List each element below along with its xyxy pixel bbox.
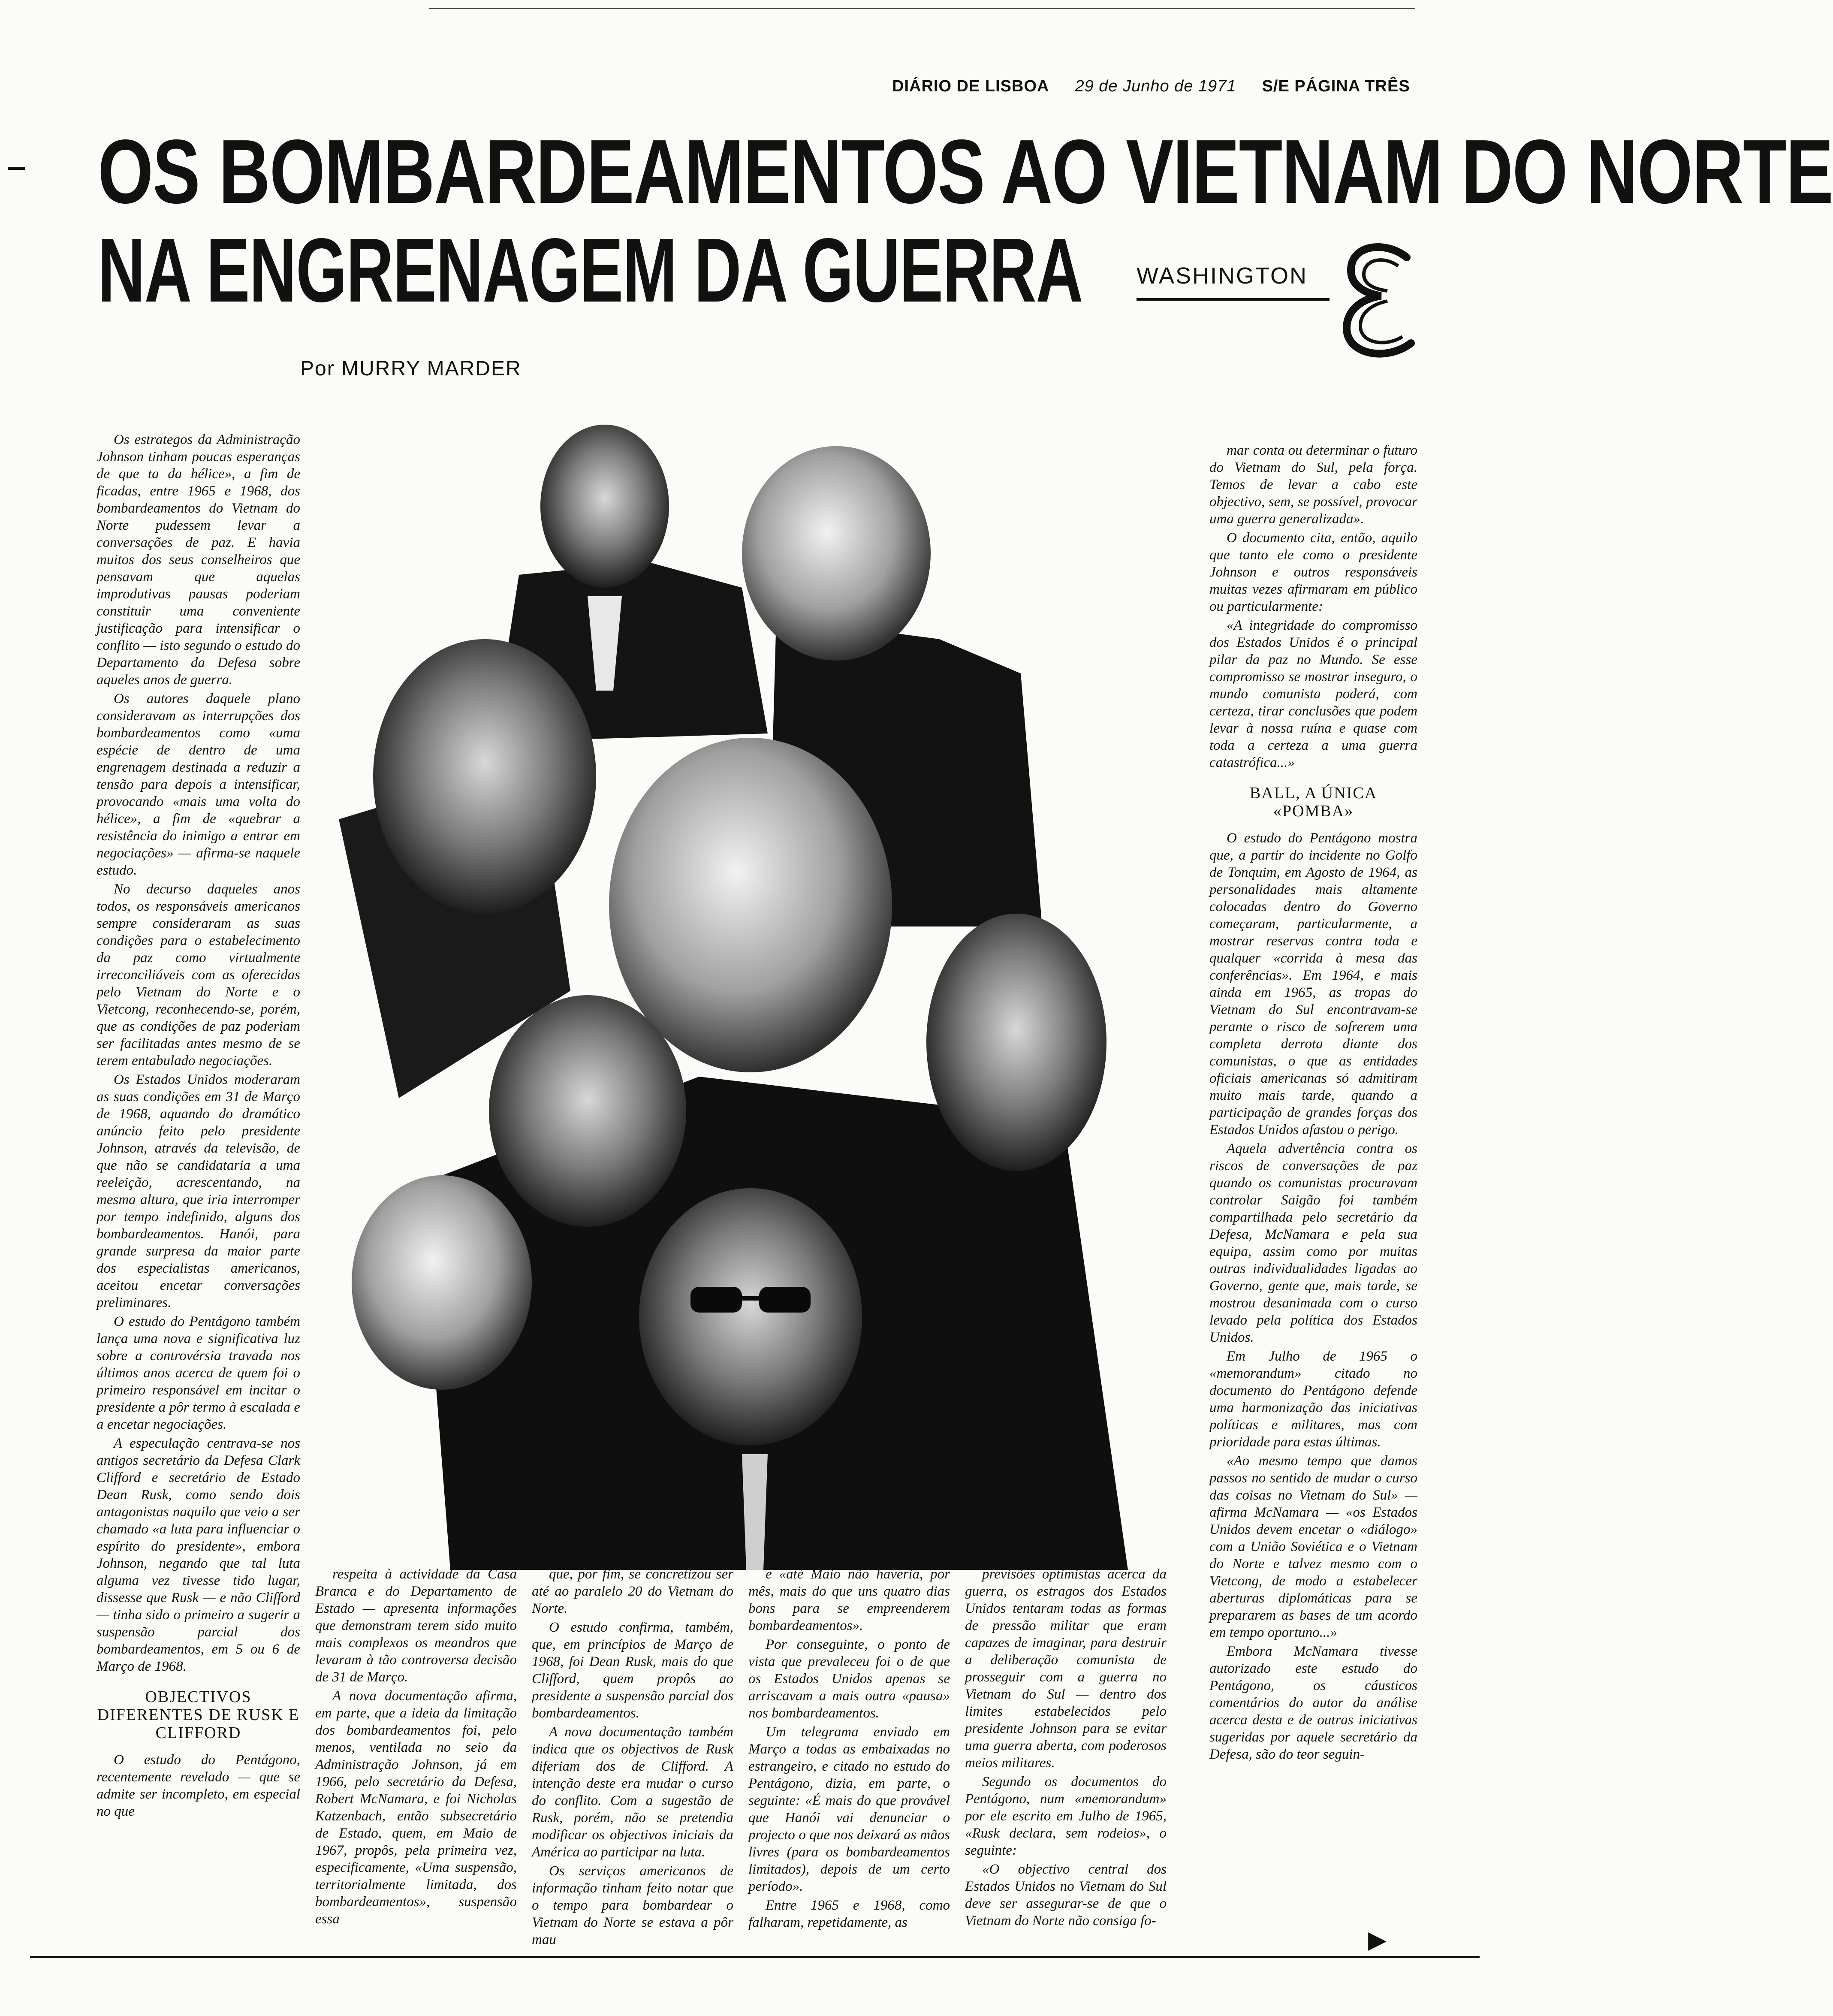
article-column-1	[96, 431, 300, 1820]
paragraph: Os estrategos da Administração Johnson tinham poucas esperanças de que ta da hélice», a fim de ficadas, entre 1965 e 1968, dos bombardeamentos do Vietnam do Norte pudessem levar a conversações de paz. E havia muitos dos seus conselheiros que pensavam que aquelas improdutivas pausas poderiam constituir uma conveniente justificação para intensificar o conflito — isto segundo o estudo do Departamento da Defesa sobre aqueles anos de guerra.	[96, 432, 300, 688]
paragraph: que, por fim, se concretizou ser até ao paralelo 20 do Vietnam do Norte.	[532, 1566, 733, 1616]
paragraph: Embora McNamara tivesse autorizado este estudo do Pentágono, os cáusticos comentários do autor da análise acerca desta e de outras iniciativas sugeridas por aquele secretário da Defesa, são do teor seguin-	[1209, 1644, 1417, 1762]
dateline-rule	[1137, 298, 1330, 301]
headline-line-1: OS BOMBARDEAMENTOS AO VIETNAM DO NORTE	[98, 121, 1833, 222]
paragraph: «A integridade do compromisso dos Estados Unidos é o principal pilar da paz no Mundo. Se esse compromisso se mostrar inseguro, o mundo comunista poderá, com certeza, tirar conclusões que podem levar à nossa ruína e quase com toda a certeza a uma guerra catastrófica...»	[1209, 618, 1417, 770]
paragraph: O estudo do Pentágono mostra que, a partir do incidente no Golfo de Tonquim, em Agosto de 1964, as personalidades mais altamente colocadas dentro do Governo começaram, particularmente, a mostrar reservas contra toda e qualquer «corrida à mesa das conferências». Em 1964, e mais ainda em 1965, as tropas do Vietnam do Sul encontravam-se perante o risco de sofrerem uma completa derrota diante dos comunistas, o que as entidades oficiais americanas só admitiram muito mais tarde, quando a participação de grandes forças dos Estados Unidos afastou o perigo.	[1209, 830, 1417, 1138]
article-column-3	[532, 1566, 733, 1948]
paragraph: «Ao mesmo tempo que damos passos no sentido de mudar o curso das coisas no Vietnam do Sul» — afirma McNamara — «os Estados Unidos devem encetar o «diálogo» com a União Soviética e o Vietnam do Norte e talvez mesmo com o Vietcong, de modo a estabelecer aberturas diplomáticas para se prepararem as bases de um acordo em tempo oportuno...»	[1209, 1453, 1417, 1640]
paragraph: Os Estados Unidos moderaram as suas condições em 31 de Março de 1968, aquando do dramático anúncio feito pelo presidente Johnson, através da televisão, de que não se candidataria a uma reeleição, acrescentando, na mesma altura, que iria interromper por tempo indefinido, alguns dos bombardeamentos. Hanói, para grande surpresa da maior parte dos especialistas americanos, aceitou encetar conversações preliminares.	[96, 1072, 300, 1310]
paragraph: Em Julho de 1965 o «memorandum» citado no documento do Pentágono defende uma harmonização das iniciativas políticas e militares, mas com prioridade para estas últimas.	[1209, 1349, 1417, 1450]
publication-e-logo-icon	[1334, 240, 1428, 360]
paragraph: A nova documentação também indica que os objectivos de Rusk diferiam dos de Clifford. A intenção deste era mudar o curso do conflito. Com a sugestão de Rusk, porém, não se pretendia modificar os objectivos iniciais da América ao participar na luta.	[532, 1724, 733, 1860]
paragraph: respeita à actividade da Casa Branca e do Departamento de Estado — apresenta informações que demonstram terem sido muito mais complexos os meandros que levaram à tão controversa decisão de 31 de Março.	[315, 1566, 517, 1685]
arrow-right-icon: ▶	[1368, 1927, 1387, 1953]
masthead	[892, 77, 1415, 107]
paragraph: previsões optimistas acerca da guerra, os estragos dos Estados Unidos tentaram todas as formas de pressão militar que eram capazes de imaginar, para destruir a deliberação comunista de prosseguir com a guerra no Vietnam do Sul — dentro dos limites estabelecidos pelo presidente Johnson para se evitar uma guerra aberta, com poderosos meios militares.	[965, 1566, 1167, 1771]
paragraph: e «até Maio não haveria, por mês, mais do que uns quatro dias bons para se empreenderem bombardeamentos».	[748, 1566, 950, 1633]
top-rule	[429, 8, 1415, 9]
paragraph: O estudo do Pentágono também lança uma nova e significativa luz sobre a controvérsia travada nos últimos anos acerca de quem foi o primeiro responsável em incitar o presidente a pôr termo à escalada e a encetar negociações.	[96, 1314, 300, 1432]
article-column-4	[748, 1566, 950, 1931]
paragraph: Os serviços americanos de informação tinham feito notar que o tempo para bombardear o Vietnam do Norte se estava a pôr mau	[532, 1863, 733, 1947]
dateline: WASHINGTON	[1137, 263, 1308, 289]
masthead-page: S/E PÁGINA TRÊS	[1262, 77, 1410, 95]
paragraph: O estudo confirma, também, que, em princípios de Março de 1968, foi Dean Rusk, mais do que Clifford, quem propôs ao presidente a suspensão parcial dos bombardeamentos.	[532, 1620, 733, 1721]
masthead-date: 29 de Junho de 1971	[1075, 77, 1236, 95]
paragraph: «O objectivo central dos Estados Unidos no Vietnam do Sul deve ser assegurar-se de que o Vietnam do Norte não consiga fo-	[965, 1862, 1167, 1928]
paragraph: Entre 1965 e 1968, como falharam, repetidamente, as	[748, 1898, 950, 1930]
paragraph: No decurso daqueles anos todos, os responsáveis americanos sempre consideraram as suas condições para o estabelecimento da paz como virtualmente irreconciliáveis com as oferecidas pelo Vietnam do Norte e o Vietcong, reconhecendo-se, porém, que as condições de paz poderiam ser facilitadas antes mesmo de se terem entabulado negociações.	[96, 881, 300, 1068]
article-column-6	[1209, 442, 1417, 1763]
paragraph: Segundo os documentos do Pentágono, num «memorandum» por ele escrito em Julho de 1965, «Rusk declara, sem rodeios», o seguinte:	[965, 1774, 1167, 1858]
article-column-5	[965, 1566, 1167, 1929]
paragraph: O documento cita, então, aquilo que tanto ele como o presidente Johnson e outros responsáveis muitas vezes afirmaram em público ou particularmente:	[1209, 530, 1417, 614]
paragraph: mar conta ou determinar o futuro do Vietnam do Sul, pela força. Temos de levar a cabo este objectivo, sem, se possível, provocar uma guerra generalizada».	[1209, 443, 1417, 527]
paragraph: O estudo do Pentágono, recentemente revelado — que se admite ser incompleto, em especial no que	[96, 1752, 300, 1819]
paragraph: A especulação centrava-se nos antigos secretário da Defesa Clark Clifford e secretário de Estado Dean Rusk, como sendo dois antagonistas naquilo que veio a ser chamado «a luta para influenciar o espírito do presidente», embora Johnson, negando que tal luta alguma vez tivesse tido lugar, dissesse que Rusk — e não Clifford — tinha sido o primeiro a sugerir a suspensão parcial dos bombardeamentos, em 5 ou 6 de Março de 1968.	[96, 1436, 300, 1674]
paragraph: Por conseguinte, o ponto de vista que prevaleceu foi o de que os Estados Unidos apenas se arriscavam a mais outra «pausa» nos bombardeamentos.	[748, 1637, 950, 1721]
masthead-paper: DIÁRIO DE LISBOA	[892, 77, 1049, 95]
paragraph: Aquela advertência contra os riscos de conversações de paz quando os comunistas procuravam controlar Saigão foi também compartilhada pelo secretário da Defesa, McNamara e pela sua equipa, assim como por muitas outras individualidades ligadas ao Governo, gente que, mais tarde, se mostrou desanimada com o curso levado pela política dos Estados Unidos.	[1209, 1141, 1417, 1345]
byline: Por MURRY MARDER	[300, 357, 522, 380]
paragraph: A nova documentação afirma, em parte, que a ideia da limitação dos bombardeamentos foi, pelo menos, ventilada no seio da Administração Johnson, já em 1966, pelo secretário da Defesa, Robert McNamara, e foi Nicholas Katzenbach, então subsecretário de Estado, quem, em Maio de 1967, propôs, pela primeira vez, especificamente, «Uma suspensão, territorialmente limitada, dos bombardeamentos», suspensão essa	[315, 1688, 517, 1927]
headline-line-2: NA ENGRENAGEM DA GUERRA	[98, 219, 1083, 321]
paragraph: Um telegrama enviado em Março a todas as embaixadas no estrangeiro, e citado no estudo do Pentágono, dizia, em parte, o seguinte: «É mais do que provável que Hanói vai denunciar o projecto o que nos deixará as mãos livres (para os bombardeamentos limitados), depois de um certo período».	[748, 1724, 950, 1894]
subheading: OBJECTIVOS DIFERENTES DE RUSK E CLIFFORD	[97, 1688, 300, 1742]
bottom-rule	[30, 1956, 1480, 1958]
paragraph: Os autores daquele plano consideravam as interrupções dos bombardeamentos como «uma espécie de dentro de uma engrenagem destinada a reduzir a tensão para depois a intensificar, provocando «mais uma volta do hélice», a fim de «quebrar a resistência do inimigo a entrar em negociações» — afirma-se naquele estudo.	[96, 691, 300, 878]
article-column-2	[315, 1566, 517, 1928]
subheading: BALL, A ÚNICA «POMBA»	[1249, 784, 1378, 820]
margin-mark	[8, 167, 25, 170]
photo-collage	[313, 433, 1218, 1570]
